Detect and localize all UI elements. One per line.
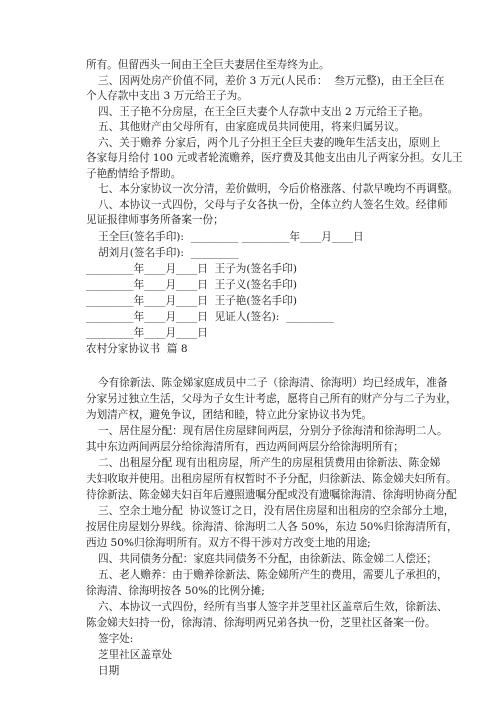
clause-7: 七、本分家协议一次分清，差价做明，今后价格涨落、付款早晚均不再调整。 <box>98 183 459 195</box>
clause-3-line-2: 按居住房屋划分界线。徐海清、徐海明二人各 50%，东边 50%归徐海清所有， <box>86 521 458 533</box>
seal-label: 芝里社区盖章处 <box>98 649 173 661</box>
clause-2-line-3: 待徐新法、陈金娣夫妇百年后遵照遗嘱分配或没有遗嘱徐海清、徐海明协商分配 <box>86 489 457 501</box>
clause-5-line-2: 徐海清、徐海明按各 50%的比例分摊; <box>86 585 265 597</box>
signature-line: _________年____月____日 <box>86 327 208 339</box>
clause-1-line-2: 其中东边两间两层分给徐海清所有，西边两间两层分给徐海明所有； <box>86 441 404 453</box>
clause-6-line-1: 六、本协议一式四份，经所有当事人签字并芝里社区盖章后生效，徐新法、 <box>98 601 448 613</box>
clause-3-line-1: 三、因两处房产价值不同，差价 3 万元(人民币： 叁万元整)，由王全巨在 <box>98 75 445 87</box>
clause-6-line-1: 六、关于赡养 分家后，两个儿子分担王全巨夫妻的晚年生活支出，原则上 <box>98 137 441 149</box>
signature-line: 胡刘月(签名手印): _________ <box>98 247 239 259</box>
clause-5: 五、其他财产由父母所有，由家庭成员共同使用，将来归属另议。 <box>98 121 406 133</box>
date-label: 日期 <box>98 665 120 677</box>
signature-line: _________年____月____日 王子艳(签名手印) <box>86 295 297 307</box>
clause-2-line-1: 二、出租屋分配 现有出租房屋，所产生的房屋租赁费用由徐新法、陈金娣 <box>98 457 441 469</box>
section-heading: 农村分家协议书 篇 8 <box>86 343 188 355</box>
clause-5-line-1: 五、老人赡养：由于赡养徐新法、陈金娣所产生的费用，需要儿子承担的， <box>98 569 448 581</box>
clause-3-line-3: 西边 50%归徐海明所有。双方不得干涉对方改变土地的用途; <box>86 537 371 549</box>
signature-line: 王全巨(签名手印): _________ _________年____月____日 <box>98 231 364 243</box>
clause-2-line-2: 夫妇收取并使用。出租房屋所有权暂时不予分配，归徐新法、陈金娣夫妇所有。 <box>86 473 457 485</box>
preamble-line: 为划清产权，避免争议，团结和睦，特立此分家协议书为凭。 <box>86 409 373 421</box>
paragraph-line: 所有。但留西头一间由王全巨夫妻居住至寿终为止。 <box>86 59 330 71</box>
clause-8-line-2: 见证报律师事务所备案一份； <box>86 214 224 226</box>
clause-6-line-3: 子艳酌情给予帮助。 <box>86 168 182 180</box>
clause-4: 四、王子艳不分房屋，在王全巨夫妻个人存款中支出 2 万元给王子艳。 <box>98 106 430 118</box>
clause-8-line-1: 八、本协议一式四份，父母与子女各执一份，全体立约人签名生效。经律师 <box>98 199 448 211</box>
clause-6-line-2: 陈金娣夫妇持一份，徐海清、徐海明两兄弟各执一份，芝里社区备案一份。 <box>86 617 436 629</box>
clause-6-line-2: 各家每月给付 100 元或者轮流赡养，医疗费及其他支出由儿子两家分担。女儿王 <box>86 152 463 164</box>
signature-line: _________年____月____日 见证人(签名): _________ <box>86 311 334 323</box>
preamble-line: 今有徐新法、陈金娣家庭成员中二子（徐海清、徐海明）均已经成年，准备 <box>98 377 448 389</box>
clause-3-line-1: 三、空余土地分配 协议签订之日，没有居住房屋和出租房的空余部分土地， <box>98 505 455 517</box>
signature-label: 签字处: <box>98 633 134 645</box>
signature-line: _________年____月____日 王子义(签名手印) <box>86 279 297 291</box>
clause-4: 四、共同债务分配：家庭共同债务不分配，由徐新法、陈金娣二人偿还； <box>98 553 437 565</box>
preamble-line: 分家另过独立生活，父母为子女生计考虑，愿将自己所有的财产分与二子为业， <box>86 393 457 405</box>
signature-line: _________年____月____日 王子为(签名手印) <box>86 263 297 275</box>
clause-1-line-1: 一、居住屋分配：现有居住房屋肆间两层，分别分予徐海清和徐海明二人。 <box>98 425 448 437</box>
clause-3-line-2: 个人存款中支出 3 万元给王子为。 <box>86 90 248 102</box>
